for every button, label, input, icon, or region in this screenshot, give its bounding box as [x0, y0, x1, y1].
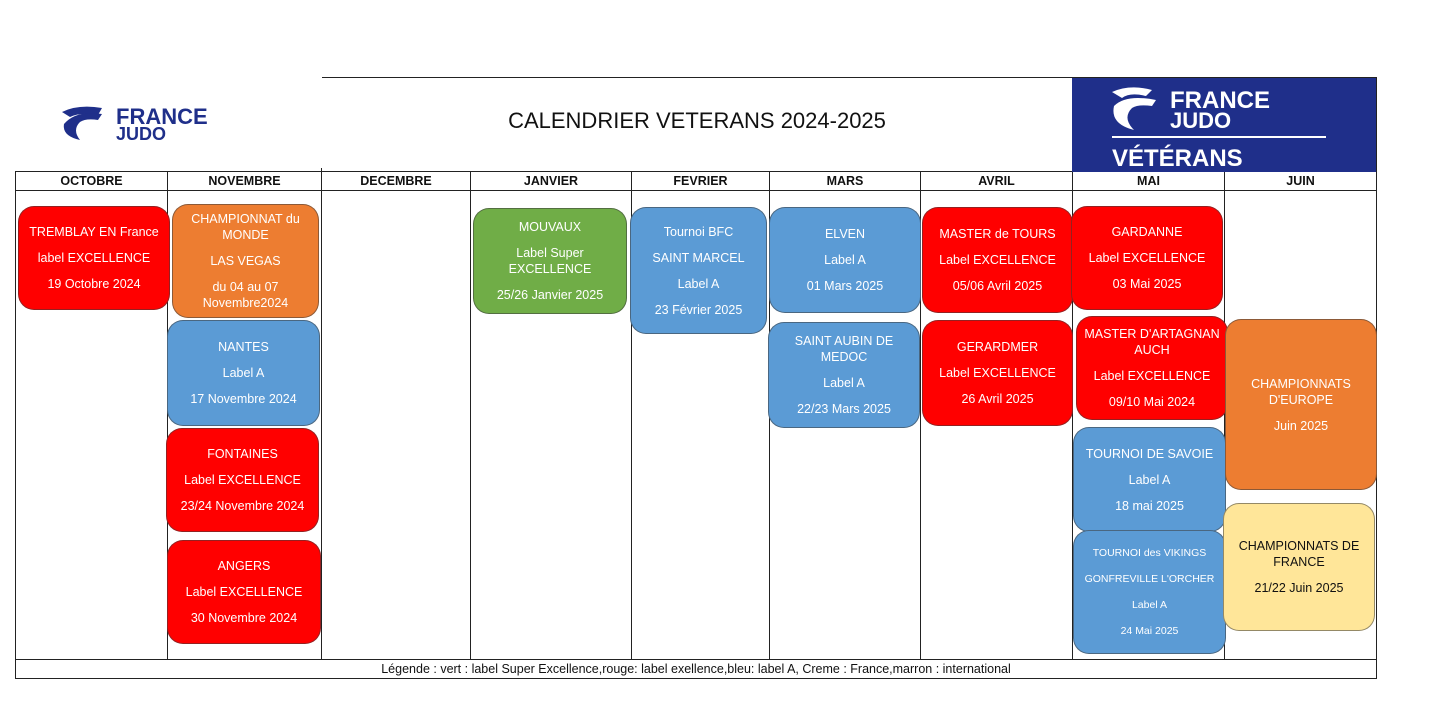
month-header-decembre: DECEMBRE	[360, 174, 432, 188]
svg-text:VÉTÉRANS: VÉTÉRANS	[1112, 145, 1243, 172]
event-card-tournoi-bfc: Tournoi BFC SAINT MARCEL Label A 23 Février 2025	[630, 207, 767, 334]
column-divider	[321, 168, 322, 660]
month-header-mars: MARS	[826, 174, 864, 188]
svg-text:JUDO: JUDO	[1170, 108, 1232, 133]
event-card-saint-aubin: SAINT AUBIN DE MEDOC Label A 22/23 Mars 2025	[768, 322, 920, 428]
month-header-mai: MAI	[1137, 174, 1160, 188]
month-header-novembre: NOVEMBRE	[208, 174, 281, 188]
event-card-tournoi-vikings: TOURNOI des VIKINGS GONFREVILLE L'ORCHER Label A 24 Mai 2025	[1073, 530, 1226, 654]
svg-text:JUDO: JUDO	[116, 124, 167, 144]
event-card-mouvaux: MOUVAUX Label Super EXCELLENCE 25/26 Janvier 2025	[473, 208, 627, 314]
svg-text:FRANCE: FRANCE	[1170, 87, 1270, 114]
page-title: CALENDRIER VETERANS 2024-2025	[508, 108, 886, 133]
event-card-elven: ELVEN Label A 01 Mars 2025	[769, 207, 921, 313]
france-judo-veterans-logo	[1072, 78, 1376, 172]
month-header-fevrier: FEVRIER	[673, 174, 728, 188]
france-judo-logo	[58, 100, 278, 148]
event-card-gerardmer: GERARDMER Label EXCELLENCE 26 Avril 2025	[922, 320, 1073, 426]
month-row-bottom-border	[15, 190, 1377, 191]
month-header-octobre: OCTOBRE	[60, 174, 123, 188]
table-bottom-border	[15, 678, 1377, 679]
event-card-gardanne: GARDANNE Label EXCELLENCE 03 Mai 2025	[1071, 206, 1223, 310]
table-left-border	[15, 171, 16, 679]
event-card-tournoi-savoie: TOURNOI DE SAVOIE Label A 18 mai 2025	[1073, 427, 1226, 532]
event-card-fontaines: FONTAINES Label EXCELLENCE 23/24 Novembre 2024	[166, 428, 319, 532]
month-header-janvier: JANVIER	[523, 174, 579, 188]
color-legend: Légende : vert : label Super Excellence,rouge: label exellence,bleu: label A, Creme : France,marron : international	[381, 662, 1011, 676]
event-card-championnats-france: CHAMPIONNATS DE FRANCE 21/22 Juin 2025	[1223, 503, 1375, 631]
month-header-juin: JUIN	[1286, 174, 1315, 188]
svg-text:FRANCE: FRANCE	[116, 104, 208, 129]
event-card-championnat-monde: CHAMPIONNAT du MONDE LAS VEGAS du 04 au 07 Novembre2024	[172, 204, 319, 318]
event-card-angers: ANGERS Label EXCELLENCE 30 Novembre 2024	[167, 540, 321, 644]
event-card-tremblay: TREMBLAY EN France label EXCELLENCE 19 Octobre 2024	[18, 206, 170, 310]
event-card-nantes: NANTES Label A 17 Novembre 2024	[167, 320, 320, 426]
column-divider	[470, 171, 471, 660]
event-card-master-tours: MASTER de TOURS Label EXCELLENCE 05/06 Avril 2025	[922, 207, 1073, 313]
month-header-avril: AVRIL	[978, 174, 1015, 188]
event-card-master-auch: MASTER D'ARTAGNAN AUCH Label EXCELLENCE 09/10 Mai 2024	[1076, 316, 1228, 420]
event-card-championnats-europe: CHAMPIONNATS D'EUROPE Juin 2025	[1225, 319, 1377, 490]
